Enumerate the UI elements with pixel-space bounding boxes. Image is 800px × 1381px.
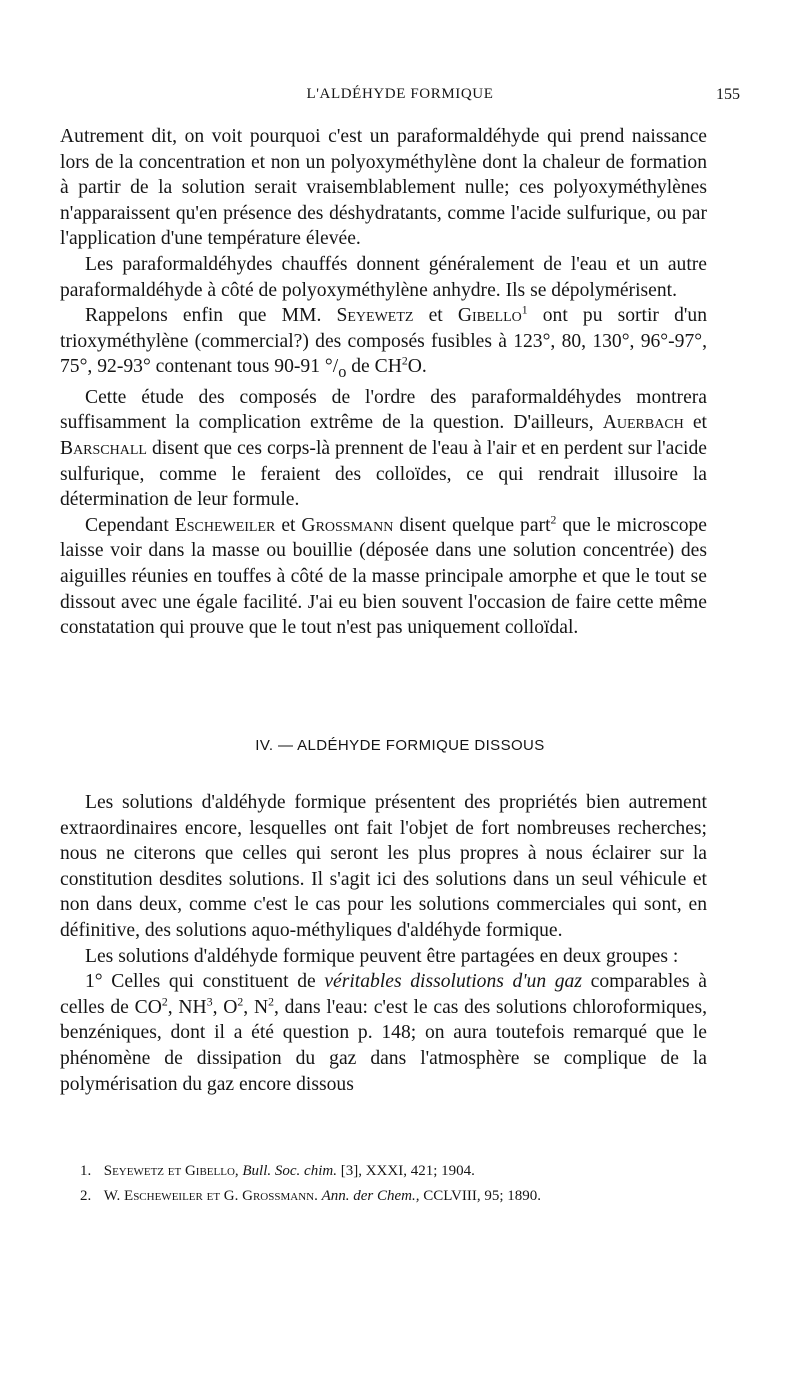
running-title: L'ALDÉHYDE FORMIQUE: [306, 86, 494, 102]
paragraph: Les solutions d'aldéhyde formique peuvent être partagées en deux groupes :: [85, 945, 679, 967]
paragraph: 1° Celles qui constituent de véritables dissolutions d'un gaz comparables à celles de $CO^2$, $NH^3$, $O^2$, $N^2$, dans l'eau: c'est le cas des solutions chloroformiques, benzéniques, dont il a été question p. 148; on aura toutefois remarqué que le phénomène de dissipation du gaz dans l'atmosphère se complique de la polymérisation du gaz encore dissous: [60, 971, 707, 1095]
author-name: Auerbach: [602, 412, 684, 434]
paragraph: Autrement dit, on voit pourquoi c'est un paraformaldéhyde qui prend naissance lors de la concentration et non un polyoxyméthylène dont la chaleur de formation à partir de la solution serait vraisemblablement nulle; ces polyoxyméthylènes n'apparaissent qu'en présence des déshydratants, comme l'acide sulfurique, ou par l'application d'une température élevée.: [60, 126, 707, 250]
footnote-ref: 1: [521, 303, 528, 317]
footnote-ref: 2: [550, 513, 557, 527]
paragraph: Les solutions d'aldéhyde formique présentent des propriétés bien autrement extraordinaires encore, lesquelles ont fait l'objet de fort nombreuses recherches; nous ne citerons que celles qui seront les plus propres à nous éclairer sur la constitution desdites solutions. Il s'agit ici des solutions dans un seul véhicule et non dans deux, comme c'est le cas pour les solutions commerciales qui sont, en définitive, des solutions aquo-méthyliques d'aldéhyde formique.: [60, 792, 707, 941]
author-name: Gibello: [457, 305, 522, 327]
journal-title: Bull. Soc. chim.: [242, 1163, 337, 1179]
author-name: Barschall: [60, 438, 147, 460]
running-head: [0, 86, 800, 110]
paragraph: Rappelons enfin que MM. Seyewetz et Gibello$^1$ ont pu sortir d'un trioxyméthylène (commercial?) des composés fusibles à 123°, 80, 130°, 96°-97°, 75°, 92-93° contenant tous 90-91 $^\circ/_o$ de $CH^2O$.: [60, 303, 707, 382]
author-name: Escheweiler: [174, 514, 276, 536]
page-number: 155: [716, 86, 740, 103]
author-name: Grossmann: [301, 514, 394, 536]
paragraph: Les paraformaldéhydes chauffés donnent généralement de l'eau et un autre paraformaldéhyde à côté de polyoxyméthylène anhydre. Ils se dépolymérisent.: [60, 253, 707, 301]
footnote-authors: W. Escheweiler et G. Grossmann.: [103, 1188, 318, 1204]
journal-title: Ann. der Chem.,: [321, 1188, 420, 1204]
italic-phrase: véritables dissolutions d'un gaz: [324, 971, 582, 993]
text-block-paraformaldehydes: [60, 124, 707, 641]
footnote-authors: Seyewetz et Gibello,: [103, 1163, 239, 1179]
author-name: Seyewetz: [336, 305, 414, 327]
section-heading: IV. — ALDÉHYDE FORMIQUE DISSOUS: [255, 737, 545, 754]
footnote: 2. W. Escheweiler et G. Grossmann. Ann. der Chem., CCLVIII, 95; 1890.: [80, 1188, 542, 1204]
paragraph: Cependant Escheweiler et Grossmann disent quelque part$^2$ que le microscope laisse voir dans la masse ou bouillie (déposée dans une solution concentrée) des aiguilles réunies en touffes à côté de la masse principale amorphe et que le tout se dissout avec une égale facilité. J'ai eu bien souvent l'occasion de faire cette même constatation qui prouve que le tout n'est pas uniquement colloïdal.: [60, 513, 707, 639]
footnote: 1. Seyewetz et Gibello, Bull. Soc. chim. [3], XXXI, 421; 1904.: [80, 1163, 475, 1179]
footnotes: [80, 1159, 720, 1209]
paragraph: Cette étude des composés de l'ordre des paraformaldéhydes montrera suffisamment la complication extrême de la question. D'ailleurs, Auerbach et Barschall disent que ces corps-là prennent de l'eau à l'air et en perdent sur l'acide sulfurique, comme le feraient des colloïdes, ce qui rendrait illusoire la détermination de leur formule.: [60, 386, 707, 511]
text-block-dissous: [60, 790, 707, 1097]
